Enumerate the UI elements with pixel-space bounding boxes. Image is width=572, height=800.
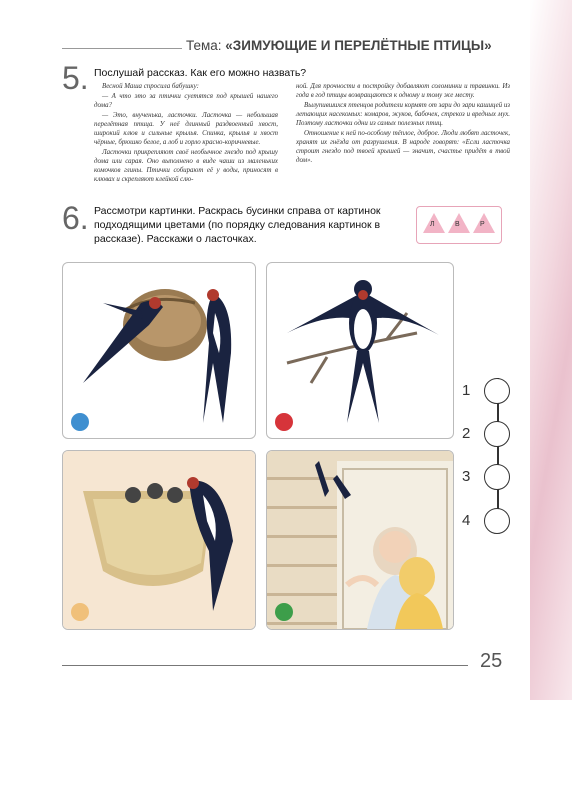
badge-letter-1: Л xyxy=(430,221,435,228)
speech-badge xyxy=(416,206,502,244)
bead-4[interactable] xyxy=(484,508,510,534)
swallow-feeding-chicks-illustration xyxy=(63,451,255,629)
bead-1[interactable] xyxy=(484,378,510,404)
bead-number-3: 3 xyxy=(462,468,471,485)
story-left-column xyxy=(94,82,278,185)
task6-number: 6. xyxy=(62,200,89,236)
color-dot-blue xyxy=(71,413,89,431)
story-paragraph: Ласточки прикрепляют своё необычное гнездо под крышу дома или сарая. Оно выполнено в виде чаши из маленьких комочков глины. Птички собирают её у воды, приносят в клювах и скрепляют клейкой слю- xyxy=(94,149,278,183)
grandma-and-girl-illustration xyxy=(267,451,453,629)
picture-swallow-feeding-chicks xyxy=(62,450,256,630)
picture-swallows-at-nest xyxy=(62,262,256,439)
color-dot-red xyxy=(275,413,293,431)
page-number: 25 xyxy=(480,650,503,672)
badge-triangle-3 xyxy=(473,213,495,233)
task6-title: Рассмотри картинки. Раскрась бусинки справа от картинок подходящими цветами (по порядку следования картинок в рассказе). Расскажи о ласточках. xyxy=(94,205,381,245)
footer-rule xyxy=(62,665,468,666)
color-dot-green xyxy=(275,603,293,621)
decorative-side-stripe xyxy=(530,0,572,700)
header-prefix: Тема: xyxy=(186,38,226,53)
bead-number-4: 4 xyxy=(462,512,471,529)
story-paragraph: — Это, внученька, ласточки. Ласточка — небольшая перелётная птица. У неё длинный раздвоенный хвост, широкий клюв и сильные крылья. Спинка, крылья и хвост чёрные, брюшко белое, а лоб и горло красно-коричневые. xyxy=(94,112,278,146)
header-title: «ЗИМУЮЩИЕ И ПЕРЕЛЁТНЫЕ ПТИЦЫ» xyxy=(225,38,492,53)
badge-triangle-2 xyxy=(448,213,470,233)
bead-number-1: 1 xyxy=(462,382,471,399)
swallow-on-branch-illustration xyxy=(267,263,453,438)
color-dot-peach xyxy=(71,603,89,621)
story-paragraph: Вылупившихся птенцов родители кормят от зари до зари кашицей из летающих насекомых: комаров, жуков, бабочек, стрекоз и вредных мух. Поэтому ласточки одни из самых полезных птиц. xyxy=(296,102,510,127)
picture-swallow-on-branch xyxy=(266,262,454,439)
swallows-at-nest-illustration xyxy=(63,263,255,438)
header-rule xyxy=(62,48,182,49)
bead-number-2: 2 xyxy=(462,425,471,442)
badge-letter-2: В xyxy=(455,221,460,228)
page-header xyxy=(186,38,492,53)
task5-title: Послушай рассказ. Как его можно назвать? xyxy=(94,67,307,79)
story-paragraph: — А что это за птички суетятся под крышей нашего дома? xyxy=(94,93,278,109)
picture-grandma-and-girl xyxy=(266,450,454,630)
badge-letter-3: Р xyxy=(480,221,485,228)
story-paragraph: Весной Маша спросила бабушку: xyxy=(102,83,199,90)
story-paragraph: ной. Для прочности в постройку добавляют соломинки и травинки. Из года в год птицы возвращаются к одному и тому же месту. xyxy=(296,83,510,99)
badge-triangle-1 xyxy=(423,213,445,233)
bead-2[interactable] xyxy=(484,421,510,447)
story-paragraph: Отношение к ней по-особому тёплое, доброе. Люди любят ласточек, хранят их гнёзда от разрушения. В народе говорят: «Если ласточка строит гнездо под твоей крышей — значит, счастье придёт в твой дом». xyxy=(296,130,510,164)
task5-number: 5. xyxy=(62,60,89,96)
bead-3[interactable] xyxy=(484,464,510,490)
story-right-column xyxy=(296,82,510,166)
